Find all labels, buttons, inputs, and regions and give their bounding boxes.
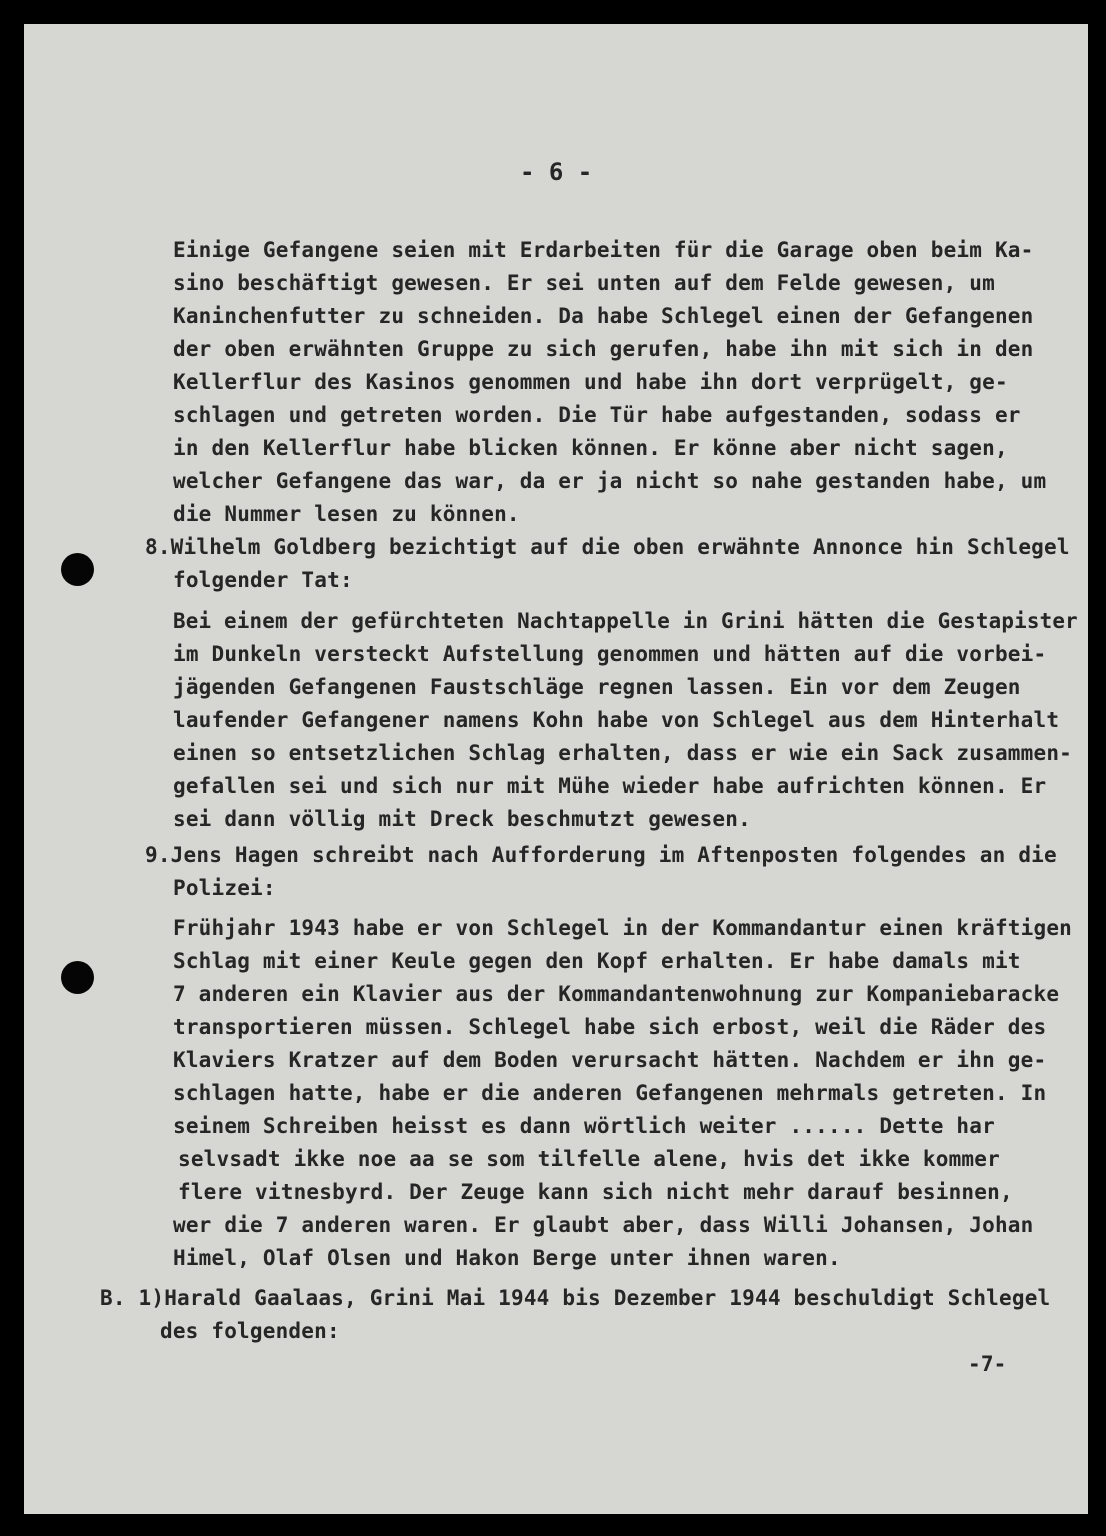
text-line: schlagen hatte, habe er die anderen Gefangenen mehrmals getreten. In: [173, 1081, 1047, 1105]
text-line: sei dann völlig mit Dreck beschmutzt gewesen.: [173, 807, 751, 831]
text-line: laufender Gefangener namens Kohn habe von Schlegel aus dem Hinterhalt: [173, 708, 1060, 732]
text-line: Einige Gefangene seien mit Erdarbeiten für die Garage oben beim Ka-: [173, 238, 1034, 262]
punch-hole-bottom: [61, 961, 94, 994]
text-line: wer die 7 anderen waren. Er glaubt aber, dass Willi Johansen, Johan: [173, 1213, 1034, 1237]
text-line: einen so entsetzlichen Schlag erhalten, dass er wie ein Sack zusammen-: [173, 741, 1073, 765]
text-line: Klaviers Kratzer auf dem Boden verursacht hätten. Nachdem er ihn ge-: [173, 1048, 1047, 1072]
text-line: jägenden Gefangenen Faustschläge regnen lassen. Ein vor dem Zeugen: [173, 675, 1021, 699]
text-line: Kaninchenfutter zu schneiden. Da habe Schlegel einen der Gefangenen: [173, 304, 1034, 328]
text-line: Frühjahr 1943 habe er von Schlegel in der Kommandantur einen kräftigen: [173, 916, 1073, 940]
text-line: Kellerflur des Kasinos genommen und habe ihn dort verprügelt, ge-: [173, 370, 1008, 394]
text-line: in den Kellerflur habe blicken können. Er könne aber nicht sagen,: [173, 436, 1008, 460]
text-line: Bei einem der gefürchteten Nachtappelle in Grini hätten die Gestapister: [173, 609, 1078, 633]
punch-hole-top: [61, 553, 94, 586]
text-line: flere vitnesbyrd. Der Zeuge kann sich nicht mehr darauf besinnen,: [178, 1180, 1013, 1204]
text-line: im Dunkeln versteckt Aufstellung genommen und hätten auf die vorbei-: [173, 642, 1047, 666]
item-9-heading: 9.Jens Hagen schreibt nach Aufforderung im Aftenposten folgendes an die: [145, 843, 1057, 867]
text-line: Schlag mit einer Keule gegen den Kopf erhalten. Er habe damals mit: [173, 949, 1021, 973]
text-line: gefallen sei und sich nur mit Mühe wieder habe aufrichten können. Er: [173, 774, 1047, 798]
item-8-heading: 8.Wilhelm Goldberg bezichtigt auf die oben erwähnte Annonce hin Schlegel: [145, 535, 1070, 559]
text-line: der oben erwähnten Gruppe zu sich gerufen, habe ihn mit sich in den: [173, 337, 1034, 361]
text-line: welcher Gefangene das war, da er ja nicht so nahe gestanden habe, um: [173, 469, 1047, 493]
text-line: folgender Tat:: [173, 568, 353, 592]
text-line: schlagen und getreten worden. Die Tür habe aufgestanden, sodass er: [173, 403, 1021, 427]
next-page-marker: -7-: [968, 1352, 1007, 1376]
page-number: - 6 -: [520, 158, 593, 186]
text-line: Polizei:: [173, 876, 276, 900]
text-line: selvsadt ikke noe aa se som tilfelle alene, hvis det ikke kommer: [178, 1147, 1000, 1171]
text-line: sino beschäftigt gewesen. Er sei unten auf dem Felde gewesen, um: [173, 271, 995, 295]
text-line: des folgenden:: [160, 1319, 340, 1343]
text-line: seinem Schreiben heisst es dann wörtlich weiter ...... Dette har: [173, 1114, 995, 1138]
section-b-heading: B. 1)Harald Gaalaas, Grini Mai 1944 bis Dezember 1944 beschuldigt Schlegel: [100, 1286, 1051, 1310]
document-page: [24, 24, 1088, 1514]
text-line: transportieren müssen. Schlegel habe sich erbost, weil die Räder des: [173, 1015, 1047, 1039]
text-line: 7 anderen ein Klavier aus der Kommandantenwohnung zur Kompaniebaracke: [173, 982, 1060, 1006]
text-line: Himel, Olaf Olsen und Hakon Berge unter ihnen waren.: [173, 1246, 841, 1270]
text-line: die Nummer lesen zu können.: [173, 502, 520, 526]
